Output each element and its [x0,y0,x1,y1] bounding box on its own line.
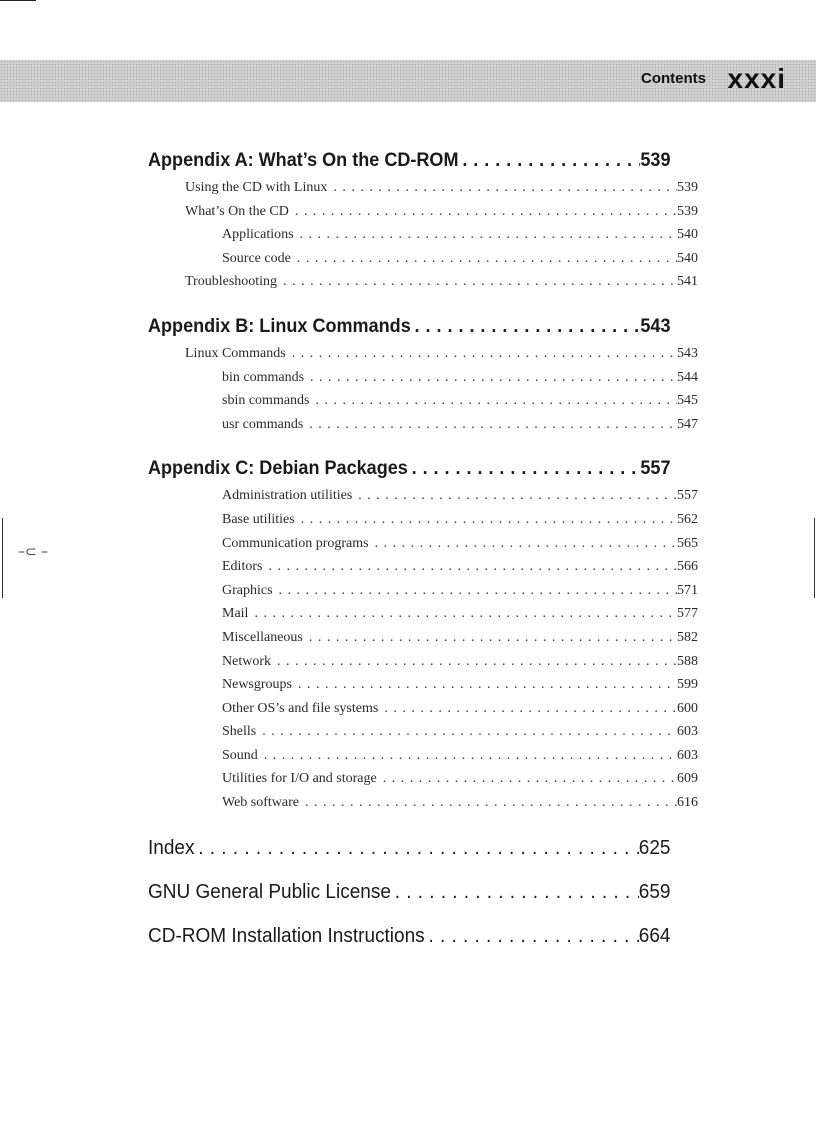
toc-subentry[interactable] [148,744,698,768]
toc-subentry[interactable] [148,626,698,650]
toc-subentry[interactable] [148,342,698,366]
toc-entry-page: 609 [677,771,698,787]
toc-entry-page: 571 [677,582,698,598]
dot-leader [310,389,678,413]
toc-entry-page: 541 [677,274,698,290]
toc-entry-title: Web software [222,795,300,811]
toc-entry-title: Miscellaneous [222,629,303,645]
dot-leader [294,223,677,247]
toc-section-heading[interactable] [148,312,671,342]
toc-subentry[interactable] [148,650,698,674]
section-spacer [148,863,698,877]
toc-entry-page: 539 [677,203,698,219]
toc-entry-title: Newsgroups [222,677,292,693]
dot-leader [408,454,641,484]
toc-entry-page: 540 [677,227,698,243]
toc-entry-title: Utilities for I/O and storage [222,771,377,787]
dot-leader [411,312,641,342]
toc-entry-title: Linux Commands [185,345,286,361]
toc-entry-title: Shells [222,724,257,740]
dot-leader [459,146,641,176]
running-header-title: Contents [641,70,706,87]
section-spacer [148,907,698,921]
toc-subentry[interactable] [148,791,698,815]
toc-entry-page: 540 [677,250,698,266]
dot-leader [352,484,677,508]
toc-subentry[interactable] [148,767,698,791]
dot-leader [425,921,639,951]
dot-leader [271,650,677,674]
toc-entry-title: Editors [222,559,263,575]
toc-entry-page: 545 [677,393,698,409]
dot-leader [273,579,677,603]
crop-mark-top [0,0,36,1]
toc-entry-title: Base utilities [222,511,295,527]
dot-leader [289,200,677,224]
dot-leader [292,673,677,697]
toc-subentry[interactable] [148,579,698,603]
toc-entry-title: Sound [222,747,258,763]
toc-section-heading[interactable] [148,921,671,951]
dot-leader [299,791,677,815]
toc-section-heading[interactable] [148,146,671,176]
toc-entry-title: Administration utilities [222,488,353,504]
toc-entry-title: Appendix B: Linux Commands [148,315,411,337]
toc-subentry[interactable] [148,176,698,200]
toc-entry-page: 582 [677,629,698,645]
dot-leader [303,413,677,437]
toc-subentry[interactable] [148,532,698,556]
toc-entry-title: Using the CD with Linux [185,180,328,195]
toc-subentry[interactable] [148,366,698,390]
toc-subentry[interactable] [148,247,698,271]
toc-entry-page: 562 [677,511,698,527]
dot-leader [377,767,677,791]
toc-entry-title: Communication programs [222,535,369,551]
toc-entry-title: sbin commands [222,393,310,409]
section-spacer [148,815,698,833]
toc-subentry[interactable] [148,555,698,579]
toc-entry-title: bin commands [222,369,305,385]
dot-leader [194,833,638,863]
registration-mark-icon: –⊂ – [18,544,49,560]
toc-entry-page: 588 [677,653,698,669]
toc-entry-page: 547 [677,416,698,432]
toc-entry-title: Network [222,653,271,669]
toc-entry-page: 600 [677,700,698,716]
toc-entry-page: 603 [677,724,698,740]
toc-entry-title: Mail [222,606,249,622]
toc-entry-title: usr commands [222,416,304,432]
toc-entry-page: 557 [640,458,671,480]
toc-entry-title: Appendix A: What’s On the CD-ROM [148,150,459,171]
toc-entry-page: 625 [638,836,671,859]
toc-subentry[interactable] [148,673,698,697]
dot-leader [295,508,677,532]
toc-entry-page: 664 [638,924,671,947]
toc-entry-title: GNU General Public License [148,880,391,903]
toc-entry-page: 543 [677,345,698,361]
crop-mark-right [814,518,815,598]
dot-leader [277,270,677,294]
toc-entry-title: Applications [222,227,294,243]
toc-entry-title: Other OS’s and file systems [222,700,379,716]
toc-entry-page: 539 [677,180,698,195]
dot-leader [378,697,677,721]
toc-entry-page: 566 [677,559,698,575]
table-of-contents [148,146,698,951]
toc-subentry[interactable] [148,200,698,224]
toc-subentry[interactable] [148,720,698,744]
dot-leader [286,342,677,366]
toc-entry-title: Graphics [222,582,273,598]
section-spacer [148,294,698,312]
toc-subentry[interactable] [148,484,698,508]
dot-leader [327,176,677,200]
toc-entry-title: Troubleshooting [185,274,278,290]
dot-leader [304,366,677,390]
running-header-page-number: xxxi [727,63,786,94]
dot-leader [256,720,677,744]
dot-leader [369,532,677,556]
toc-entry-page: 577 [677,606,698,622]
toc-subentry[interactable] [148,508,698,532]
toc-entry-page: 544 [677,369,698,385]
toc-entry-title: What’s On the CD [185,203,289,219]
toc-entry-page: 539 [640,150,671,171]
toc-subentry[interactable] [148,413,698,437]
toc-entry-title: Appendix C: Debian Packages [148,458,408,480]
toc-entry-title: Index [148,836,195,859]
toc-section-heading[interactable] [148,833,671,863]
toc-subentry[interactable] [148,389,698,413]
toc-section-heading[interactable] [148,877,671,907]
toc-entry-page: 565 [677,535,698,551]
toc-section-heading[interactable] [148,454,671,484]
running-header [0,60,816,102]
toc-entry-title: CD-ROM Installation Instructions [148,924,425,947]
toc-entry-page: 557 [677,488,698,504]
toc-entry-title: Source code [222,250,291,266]
dot-leader [262,555,677,579]
dot-leader [248,602,677,626]
toc-entry-page: 543 [640,315,671,337]
toc-entry-page: 659 [638,880,671,903]
toc-subentry[interactable] [148,602,698,626]
toc-entry-page: 603 [677,747,698,763]
toc-entry-page: 599 [677,677,698,693]
toc-subentry[interactable] [148,270,698,294]
toc-subentry[interactable] [148,223,698,247]
section-spacer [148,436,698,454]
dot-leader [303,626,677,650]
dot-leader [258,744,677,768]
dot-leader [291,247,677,271]
crop-mark-left [2,518,3,598]
toc-entry-page: 616 [677,795,698,811]
dot-leader [391,877,639,907]
toc-subentry[interactable] [148,697,698,721]
